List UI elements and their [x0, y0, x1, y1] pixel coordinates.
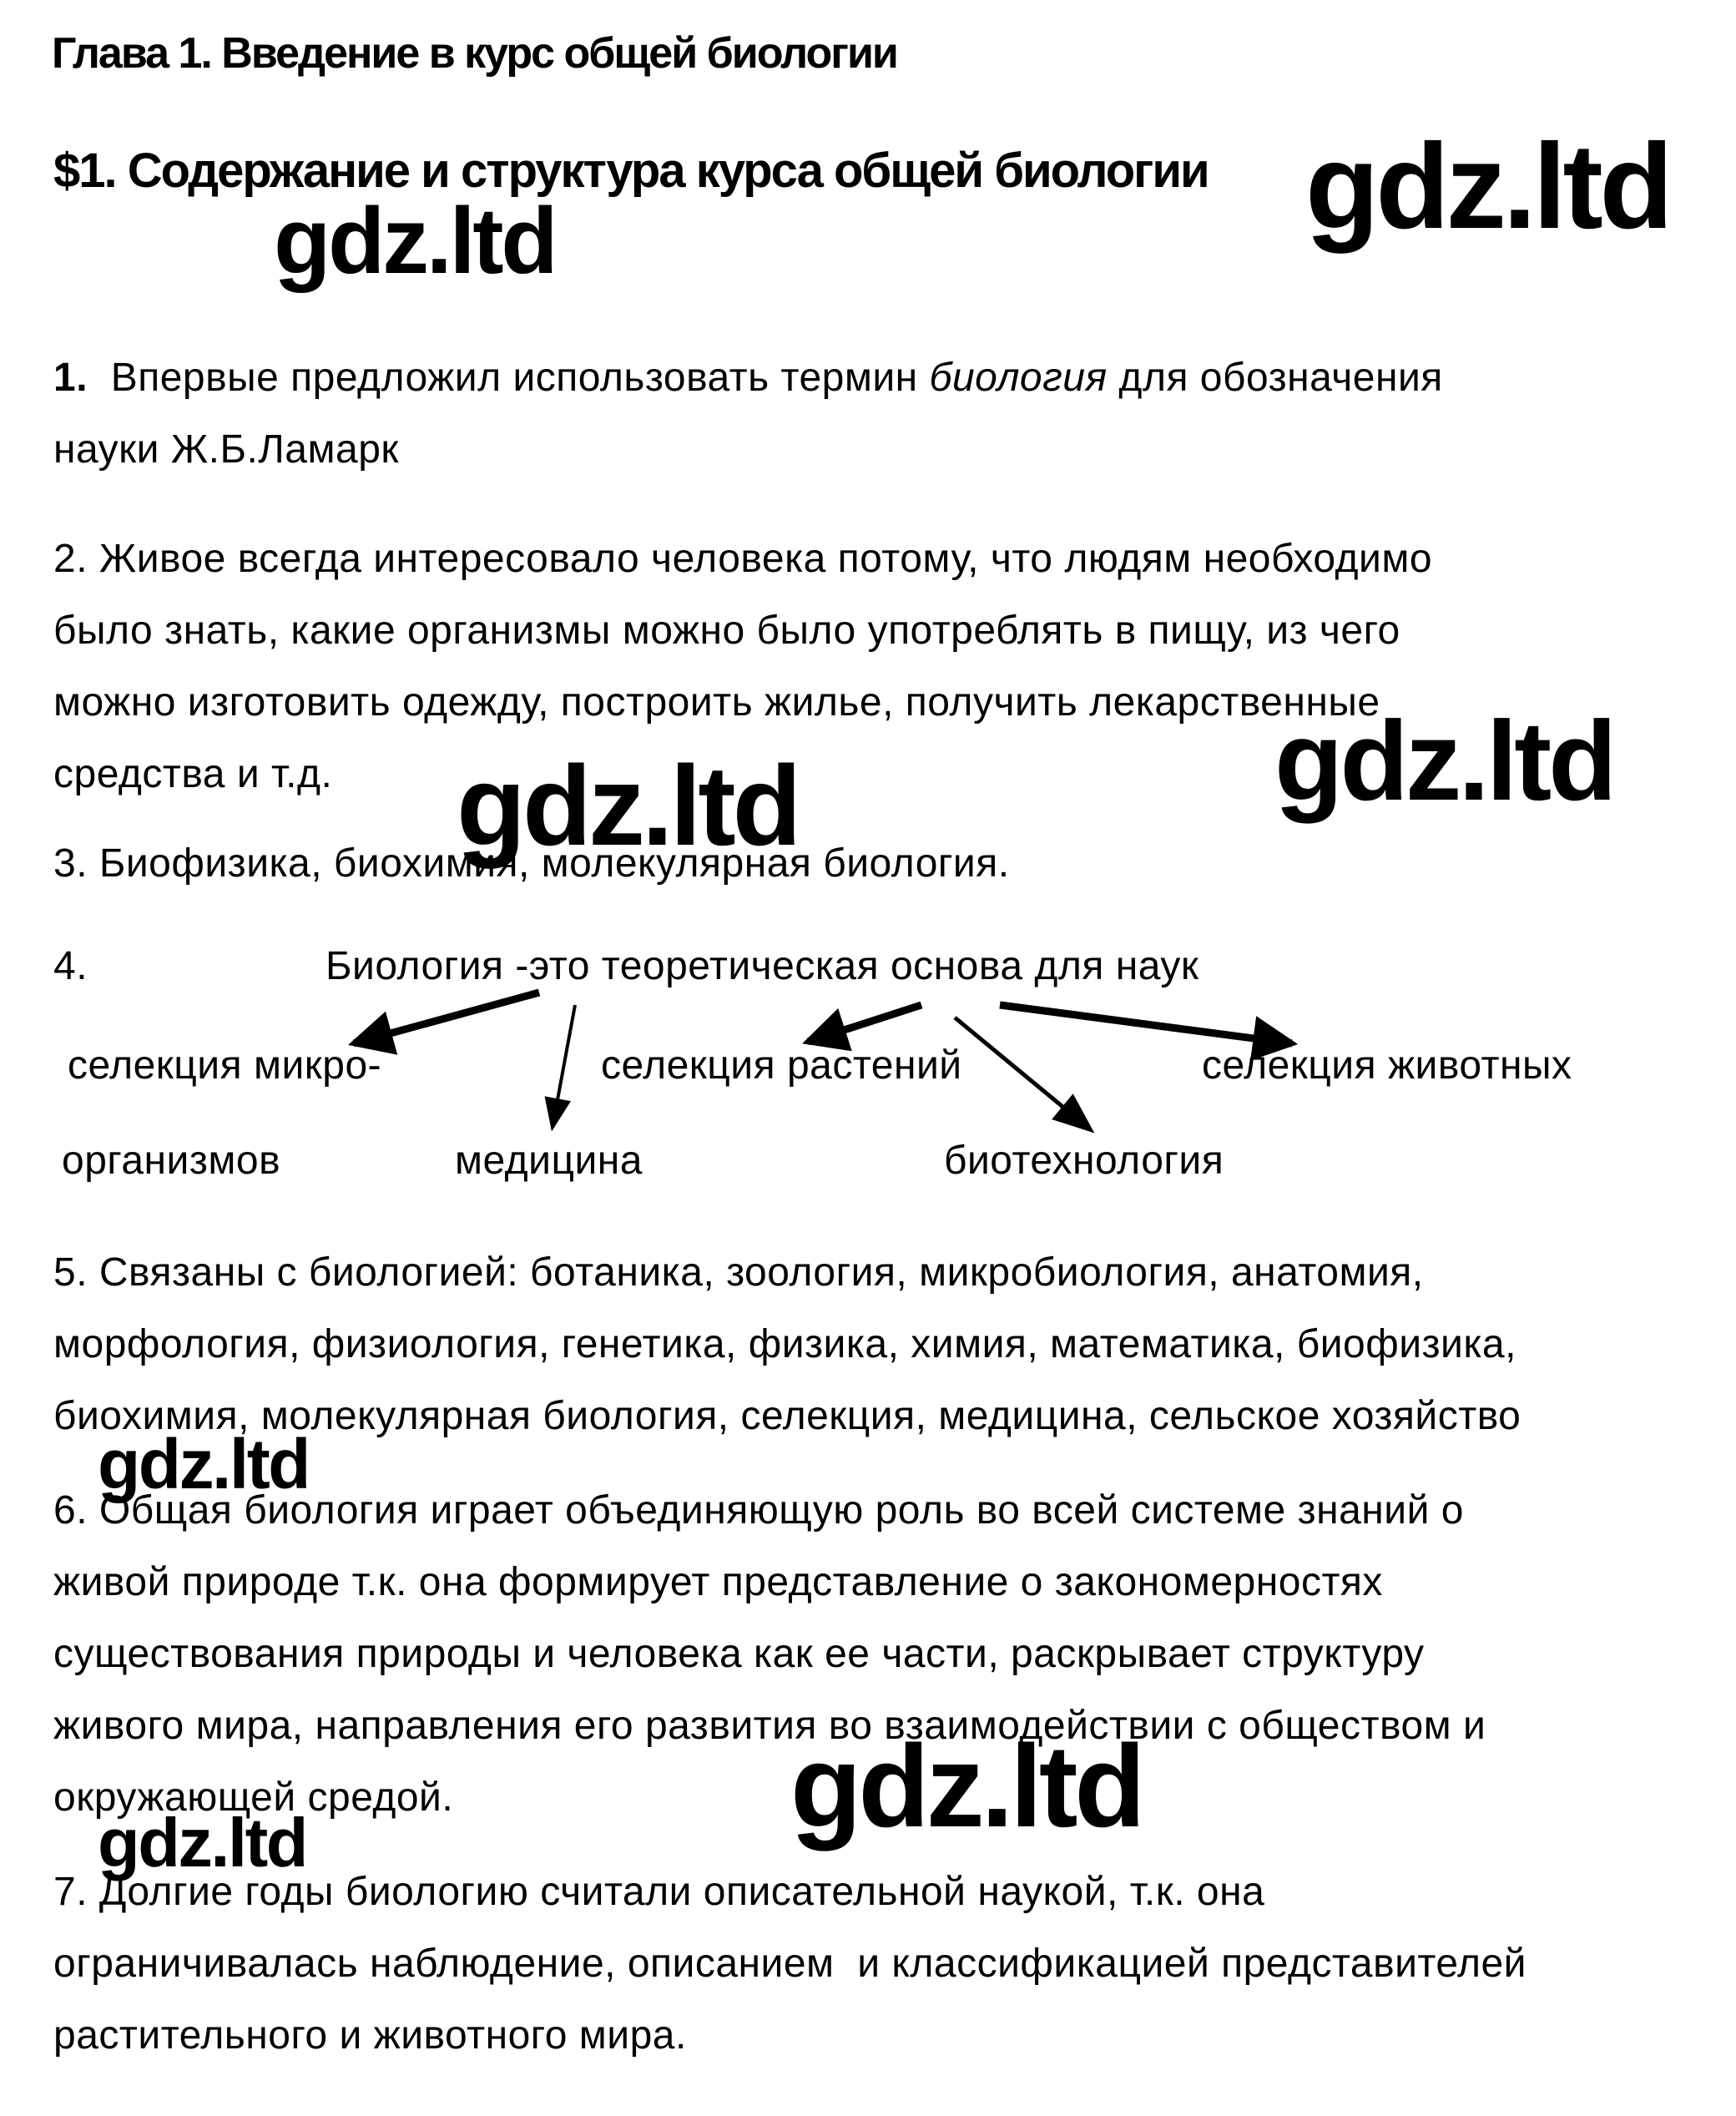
answer-5: [53, 1237, 1521, 1452]
text-line: средства и т.д.: [53, 752, 333, 796]
text-line: окружающей средой.: [53, 1775, 454, 1820]
arrow-to-medicine: [553, 1005, 575, 1127]
branch-selection-animals: селекция животных: [1202, 1043, 1572, 1088]
text-line: морфология, физиология, генетика, физика, химия, математика, биофизика,: [53, 1322, 1516, 1366]
chapter-title: Глава 1. Введение в курс общей биологии: [52, 29, 897, 78]
gdz-watermark: gdz.ltd: [790, 1720, 1143, 1851]
text-line: 7. Долгие годы биологию считали описательной наукой, т.к. она: [53, 1870, 1265, 1914]
text-line: было знать, какие организмы можно было употреблять в пищу, из чего: [53, 609, 1400, 653]
branch-selection-micro: селекция микро-: [68, 1043, 382, 1088]
answer-2: [53, 523, 1432, 811]
text-line: 3. Биофизика, биохимия, молекулярная биология.: [53, 841, 1010, 886]
text-line: ограничивалась наблюдение, описанием и классификацией представителей: [53, 1942, 1527, 1986]
answer-3: [53, 828, 1010, 900]
text-line: [53, 342, 1443, 414]
arrow-to-selection-micro: [354, 992, 539, 1043]
text-line: биохимия, молекулярная биология, селекция, медицина, сельское хозяйство: [53, 1394, 1522, 1438]
gdz-watermark: gdz.ltd: [457, 742, 799, 869]
term-biology-italic: биология: [929, 356, 1108, 400]
branch-biotechnology: биотехнология: [944, 1139, 1224, 1183]
answer-text: Впервые предложил использовать термин: [88, 356, 930, 400]
text-line: науки Ж.Б.Ламарк: [53, 427, 399, 472]
text-line: 5. Связаны с биологией: ботаника, зоология, микробиология, анатомия,: [53, 1250, 1424, 1295]
branch-organisms: организмов: [62, 1139, 281, 1183]
arrow-to-selection-animals: [1000, 1005, 1292, 1043]
answer-text: для обозначения: [1107, 356, 1443, 400]
text-line: живого мира, направления его развития во взаимодействии с обществом и: [53, 1704, 1486, 1748]
text-line: растительного и животного мира.: [53, 2013, 687, 2058]
arrow-to-selection-plants: [808, 1005, 921, 1042]
branch-medicine: медицина: [455, 1139, 643, 1183]
gdz-watermark: gdz.ltd: [274, 189, 556, 293]
text-line: живой природе т.к. она формирует представление о закономерностях: [53, 1560, 1383, 1604]
answer-number: 1.: [53, 356, 88, 400]
text-line: 2. Живое всегда интересовало человека потому, что людям необходимо: [53, 537, 1433, 581]
text-line: существования природы и человека как ее части, раскрывает структуру: [53, 1632, 1425, 1676]
text-line: Биология -это теоретическая основа для наук: [326, 944, 1199, 988]
section-title: $1. Содержание и структура курса общей биологии: [53, 144, 1209, 198]
gdz-watermark: gdz.ltd: [98, 1804, 306, 1881]
gdz-watermark: gdz.ltd: [1274, 698, 1614, 824]
text-line: 6. Общая биология играет объединяющую роль во всей системе знаний о: [53, 1488, 1464, 1533]
gdz-watermark: gdz.ltd: [98, 1425, 309, 1503]
gdz-watermark: gdz.ltd: [1305, 119, 1670, 254]
branch-selection-plants: селекция растений: [601, 1043, 962, 1088]
text-line: можно изготовить одежду, построить жилье, получить лекарственные: [53, 680, 1380, 725]
answer-7: [53, 1856, 1527, 2072]
answer-6: [53, 1475, 1486, 1834]
text-line: 4.: [53, 944, 88, 988]
answer-1: [53, 342, 1443, 486]
arrow-to-biotechnology: [955, 1018, 1090, 1129]
